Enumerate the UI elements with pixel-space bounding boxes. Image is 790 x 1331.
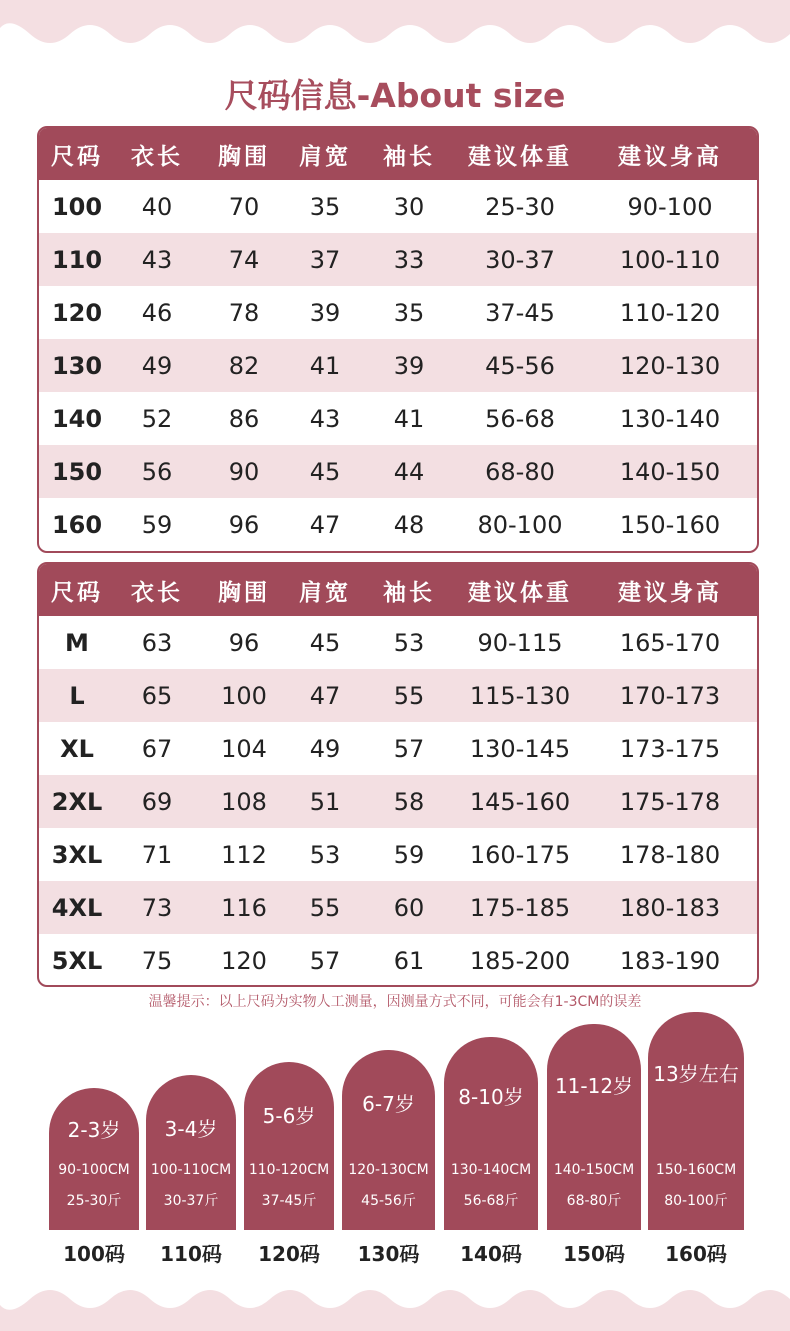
- table-cell: 46: [141, 298, 173, 327]
- table-cell: 55: [393, 681, 425, 710]
- table-cell: 5XL: [51, 946, 103, 975]
- table-cell: 59: [141, 510, 173, 539]
- table-cell: 80-100: [477, 510, 563, 539]
- table-cell: 57: [309, 946, 341, 975]
- table-cell: 35: [393, 298, 425, 327]
- arch-height: 150-160CM: [655, 1162, 737, 1178]
- page-title: 尺码信息-About size: [224, 76, 566, 115]
- arch-height: 90-100CM: [58, 1162, 130, 1178]
- table-row: [39, 392, 757, 445]
- table-cell: 96: [228, 510, 260, 539]
- table-cell: M: [65, 628, 89, 657]
- table-cell: 183-190: [619, 946, 721, 975]
- table-cell: 41: [393, 404, 425, 433]
- table-cell: 39: [309, 298, 341, 327]
- table-cell: 140: [51, 404, 103, 433]
- arch-height: 120-130CM: [348, 1162, 429, 1178]
- size-arch-110: [146, 1075, 236, 1230]
- table-cell: 65: [141, 681, 173, 710]
- table-header: [39, 128, 757, 180]
- table-cell: 165-170: [619, 628, 721, 657]
- table-cell: 150: [51, 457, 103, 486]
- size-arch-100: [49, 1088, 139, 1230]
- size-arch-140: [444, 1037, 538, 1230]
- table-cell: 48: [393, 510, 425, 539]
- table-cell: 160: [51, 510, 103, 539]
- table-row: [39, 286, 757, 339]
- header-cell: 袖长: [383, 579, 435, 606]
- arch-age: 5-6岁: [262, 1104, 316, 1128]
- table-cell: 3XL: [51, 840, 103, 869]
- top-wave-decoration: [0, 0, 790, 60]
- table-cell: 39: [393, 351, 425, 380]
- table-cell: 90-115: [477, 628, 563, 657]
- arch-weight: 37-45斤: [261, 1193, 317, 1209]
- header-cell: 胸围: [218, 143, 270, 170]
- table-cell: 100: [51, 192, 103, 221]
- arch-height: 110-120CM: [248, 1162, 330, 1178]
- table-cell: 73: [141, 893, 173, 922]
- table-cell: 45-56: [485, 351, 555, 380]
- header-cell: 衣长: [131, 143, 183, 170]
- table-cell: 100: [221, 681, 267, 710]
- size-arch-160: [648, 1012, 744, 1230]
- table-cell: 40: [141, 192, 173, 221]
- table-row: [39, 498, 757, 551]
- table-cell: 63: [141, 628, 173, 657]
- table-cell: 150-160: [619, 510, 721, 539]
- table-cell: 47: [309, 681, 341, 710]
- arch-height: 140-150CM: [553, 1162, 635, 1178]
- table-cell: 90-100: [627, 192, 713, 221]
- header-cell: 尺码: [51, 579, 103, 606]
- table-cell: 130-140: [619, 404, 721, 433]
- table-cell: 140-150: [619, 457, 721, 486]
- header-cell: 建议身高: [618, 143, 722, 170]
- table-cell: 96: [228, 628, 260, 657]
- table-cell: 90: [228, 457, 260, 486]
- table-cell: 53: [393, 628, 425, 657]
- table-cell: 61: [393, 946, 425, 975]
- header-cell: 建议体重: [468, 143, 572, 170]
- size-code-label: 120码: [258, 1242, 320, 1266]
- table-cell: 82: [228, 351, 260, 380]
- table-cell: 170-173: [619, 681, 721, 710]
- table-cell: 173-175: [619, 734, 721, 763]
- header-cell: 建议体重: [468, 579, 572, 606]
- table-row: [39, 934, 757, 987]
- size-code-label: 130码: [357, 1242, 420, 1266]
- table-cell: 60: [393, 893, 425, 922]
- table-cell: 120-130: [619, 351, 721, 380]
- arch-age: 8-10岁: [458, 1085, 524, 1109]
- table-cell: 44: [393, 457, 425, 486]
- table-cell: 108: [221, 787, 267, 816]
- bottom-wave-decoration: [0, 1271, 790, 1331]
- table-cell: 37: [309, 245, 341, 274]
- arch-age: 3-4岁: [164, 1117, 218, 1141]
- table-cell: 110: [51, 245, 103, 274]
- table-cell: 45: [309, 457, 341, 486]
- table-cell: 51: [309, 787, 341, 816]
- table-row: [39, 722, 757, 775]
- table-cell: 30: [393, 192, 425, 221]
- table-row: [39, 881, 757, 934]
- table-cell: 74: [228, 245, 260, 274]
- table-cell: 59: [393, 840, 425, 869]
- header-cell: 袖长: [383, 143, 435, 170]
- table-cell: 43: [141, 245, 173, 274]
- table-row: [39, 180, 757, 233]
- table-cell: 104: [221, 734, 267, 763]
- table-row: [39, 669, 757, 722]
- table-cell: 100-110: [619, 245, 721, 274]
- table-cell: 112: [221, 840, 267, 869]
- arch-age: 2-3岁: [67, 1118, 121, 1142]
- header-cell: 建议身高: [618, 579, 722, 606]
- table-cell: 120: [221, 946, 267, 975]
- table-cell: 78: [228, 298, 260, 327]
- header-cell: 肩宽: [299, 143, 351, 170]
- header-cell: 胸围: [218, 579, 270, 606]
- table-cell: 130: [51, 351, 103, 380]
- arch-weight: 30-37斤: [163, 1193, 219, 1209]
- arch-weight: 80-100斤: [664, 1193, 728, 1209]
- size-arch-130: [342, 1050, 435, 1230]
- arch-height: 130-140CM: [450, 1162, 532, 1178]
- table-cell: 57: [393, 734, 425, 763]
- table-cell: 41: [309, 351, 341, 380]
- table-cell: 175-178: [619, 787, 721, 816]
- table-cell: 160-175: [469, 840, 571, 869]
- table-cell: 33: [393, 245, 425, 274]
- table-cell: 43: [309, 404, 341, 433]
- table-cell: 110-120: [619, 298, 721, 327]
- table-cell: 2XL: [51, 787, 103, 816]
- size-table-kids: [37, 126, 759, 553]
- size-code-label: 110码: [160, 1242, 222, 1266]
- arch-weight: 45-56斤: [361, 1193, 416, 1209]
- table-cell: 120: [51, 298, 103, 327]
- table-cell: 49: [309, 734, 341, 763]
- arch-height: 100-110CM: [150, 1162, 232, 1178]
- header-cell: 衣长: [131, 579, 183, 606]
- header-cell: 尺码: [51, 143, 103, 170]
- header-cell: 肩宽: [299, 579, 351, 606]
- table-cell: 56: [141, 457, 173, 486]
- table-header: [39, 564, 757, 616]
- table-cell: 75: [141, 946, 173, 975]
- arch-weight: 56-68斤: [463, 1193, 519, 1209]
- table-cell: 56-68: [485, 404, 555, 433]
- table-cell: 49: [141, 351, 173, 380]
- table-cell: 30-37: [485, 245, 555, 274]
- table-row: [39, 445, 757, 498]
- table-row: [39, 828, 757, 881]
- table-cell: 4XL: [51, 893, 103, 922]
- table-cell: 116: [221, 893, 267, 922]
- size-code-label: 140码: [460, 1242, 522, 1266]
- arch-weight: 25-30斤: [66, 1193, 122, 1209]
- arch-age: 13岁左右: [653, 1062, 739, 1086]
- table-cell: 37-45: [485, 298, 555, 327]
- table-cell: 47: [309, 510, 341, 539]
- size-code-label: 100码: [63, 1242, 125, 1266]
- table-cell: 185-200: [469, 946, 571, 975]
- table-cell: 58: [393, 787, 425, 816]
- size-arch-150: [547, 1024, 641, 1230]
- table-cell: L: [69, 681, 85, 710]
- table-cell: 71: [141, 840, 173, 869]
- table-cell: 145-160: [469, 787, 571, 816]
- table-cell: 45: [309, 628, 341, 657]
- size-code-label: 150码: [563, 1242, 625, 1266]
- table-cell: 52: [141, 404, 173, 433]
- table-cell: 69: [141, 787, 173, 816]
- table-cell: 86: [228, 404, 260, 433]
- table-row: [39, 339, 757, 392]
- table-cell: 175-185: [469, 893, 571, 922]
- table-cell: 55: [309, 893, 341, 922]
- table-cell: 178-180: [619, 840, 721, 869]
- table-cell: 130-145: [469, 734, 571, 763]
- arch-age: 6-7岁: [362, 1092, 415, 1116]
- table-cell: 35: [309, 192, 341, 221]
- table-row: [39, 616, 757, 669]
- arch-weight: 68-80斤: [566, 1193, 622, 1209]
- table-cell: 53: [309, 840, 341, 869]
- size-code-label: 160码: [665, 1242, 727, 1266]
- table-cell: 180-183: [619, 893, 721, 922]
- table-row: [39, 775, 757, 828]
- measurement-note: 温馨提示：以上尺码为实物人工测量，因测量方式不同，可能会有1-3CM的误差: [148, 994, 642, 1010]
- table-row: [39, 233, 757, 286]
- table-cell: 67: [141, 734, 173, 763]
- table-cell: 70: [228, 192, 260, 221]
- table-cell: 68-80: [485, 457, 555, 486]
- arch-age: 11-12岁: [554, 1074, 634, 1098]
- table-cell: XL: [60, 734, 94, 763]
- size-arch-120: [244, 1062, 334, 1230]
- table-cell: 25-30: [485, 192, 555, 221]
- table-cell: 115-130: [469, 681, 571, 710]
- size-table-adult: [37, 562, 759, 987]
